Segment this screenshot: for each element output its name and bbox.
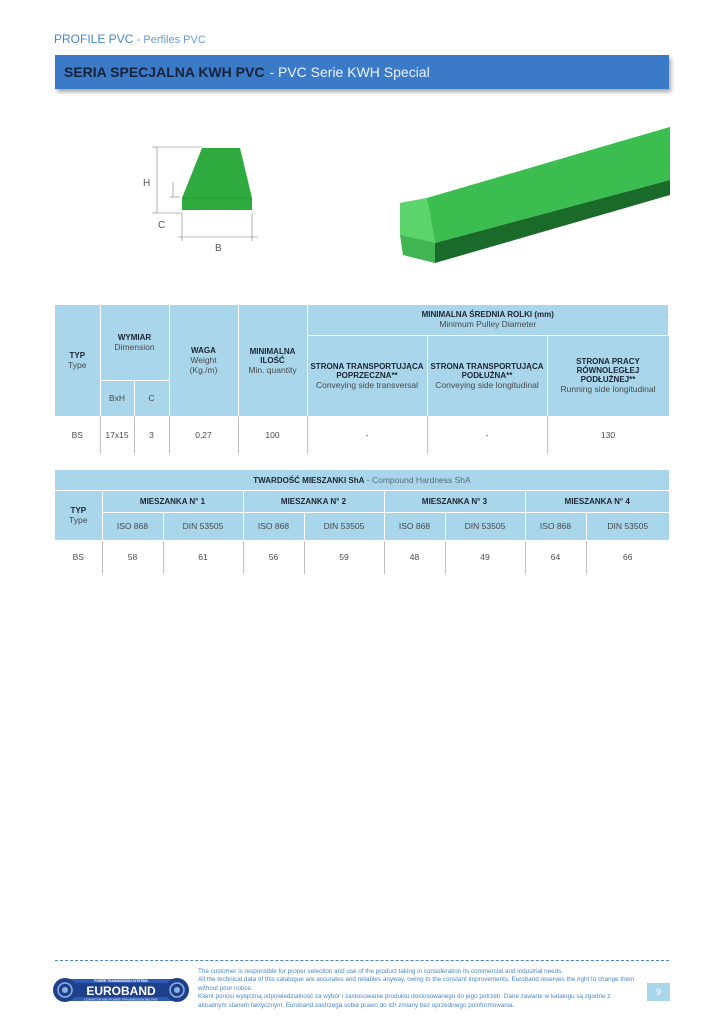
bxh-header: BxH (100, 380, 134, 416)
cell-typ: BS (55, 540, 102, 574)
c-header: C (134, 380, 169, 416)
footer-divider (55, 960, 669, 961)
iso-header: ISO 868 (384, 512, 445, 540)
din-header: DIN 53505 (445, 512, 525, 540)
wymiar-header: WYMIAR Dimension (100, 305, 169, 380)
typ-header: TYP Type (55, 305, 100, 416)
disclaimer-line-3: Klient ponosi wyłączną odpowiedzialność za wybór i zastosowanie produktu dostosowanego do jego potrzeb. Dane zawarte w katalogu są zgodne z aktualnym stanem faktycznym. Euroband zastrzega sobie prawo do ich zmiany bez uprzedniego poinformowania. (198, 993, 611, 1009)
running-longitudinal-header: STRONA PRACY RÓWNOLEGŁEJ PODŁUŻNEJ** Running side longitudinal (547, 335, 669, 416)
label-c: C (158, 220, 166, 231)
page-number: 9 (647, 983, 670, 1001)
logo-top-text: POWER TRANSMISSION SYSTEMS (94, 979, 148, 984)
cell-mix4-iso: 64 (525, 540, 586, 574)
hardness-table (55, 470, 669, 574)
cell-bxh: 17x15 (100, 416, 134, 454)
cell-typ: BS (55, 416, 100, 454)
din-header: DIN 53505 (304, 512, 384, 540)
breadcrumb-section: PROFILE PVC (54, 32, 134, 46)
iso-header: ISO 868 (525, 512, 586, 540)
page-title: SERIA SPECJALNA KWH PVC (64, 64, 265, 80)
label-h: H (143, 178, 151, 189)
table-row (55, 540, 669, 574)
euroband-logo (52, 976, 190, 1004)
cell-running: 130 (600, 430, 616, 440)
profile-cross-section-diagram (140, 140, 270, 260)
profile-3d-render (395, 125, 675, 265)
iso-header: ISO 868 (243, 512, 304, 540)
cell-mix1-din: 61 (163, 540, 243, 574)
page-subtitle: - PVC Serie KWH Special (269, 64, 430, 80)
footer-disclaimer (198, 968, 638, 1010)
cell-mix3-din: 49 (445, 540, 525, 574)
logo-left-wheel-hub (62, 987, 68, 993)
profile-shape (182, 148, 252, 210)
iso-header: ISO 868 (102, 512, 163, 540)
mix2-header: MIESZANKA N° 2 (243, 490, 384, 512)
cell-longitudinal: - (427, 416, 547, 454)
cell-mix3-iso: 48 (384, 540, 445, 574)
cell-transversal: - (307, 416, 427, 454)
cell-mix2-din: 59 (304, 540, 384, 574)
table-row (55, 416, 669, 454)
cell-min-qty: 100 (238, 416, 307, 454)
cell-waga: 0,27 (169, 416, 238, 454)
disclaimer-line-2: All the technical data of this catalogue are accurates and reliables anyway, owing to the constant improvements, Euroband reserves the right to change them without prior notice. (198, 976, 635, 992)
mix3-header: MIESZANKA N° 3 (384, 490, 525, 512)
mix4-header: MIESZANKA N° 4 (525, 490, 669, 512)
logo-text: EUROBAND (86, 984, 156, 998)
pulley-diameter-header: MINIMALNA ŚREDNIA ROLKI (mm) Minimum Pulley Diameter (307, 305, 669, 335)
cell-c: 3 (134, 416, 169, 454)
page-title-bar (55, 55, 669, 89)
cell-mix4-din: 66 (623, 552, 633, 563)
breadcrumb (54, 32, 206, 46)
conveying-transversal-header: STRONA TRANSPORTUJĄCA POPRZECZNA** Conveying side transversal (307, 335, 427, 416)
cell-mix1-iso: 58 (102, 540, 163, 574)
logo-bottom-text: CONVEYOR AND POWER TRANSMISSION BELTING (84, 997, 158, 1002)
conveying-longitudinal-header: STRONA TRANSPORTUJĄCA PODŁUŻNA** Conveying side longitudinal (427, 335, 547, 416)
hardness-title: TWARDOŚĆ MIESZANKI ShA - Compound Hardness ShA (55, 470, 669, 490)
dimensions-table (55, 305, 669, 454)
disclaimer-line-1: The customer is responsible for proper selection and use of the product taking in consideration its commercial and industrial needs. (198, 968, 564, 975)
din-header: DIN 53505 (586, 512, 669, 540)
din-header: DIN 53505 (163, 512, 243, 540)
mix1-header: MIESZANKA N° 1 (102, 490, 243, 512)
breadcrumb-section-sub: - Perfiles PVC (136, 34, 206, 46)
cell-mix2-iso: 56 (243, 540, 304, 574)
waga-header: WAGA Weight (Kg./m) (169, 305, 238, 416)
min-quantity-header: MINIMALNA ILOŚĆ Min. quantity (238, 305, 307, 416)
logo-right-wheel-hub (174, 987, 180, 993)
typ-header: TYP Type (55, 490, 102, 540)
label-b: B (215, 243, 222, 254)
